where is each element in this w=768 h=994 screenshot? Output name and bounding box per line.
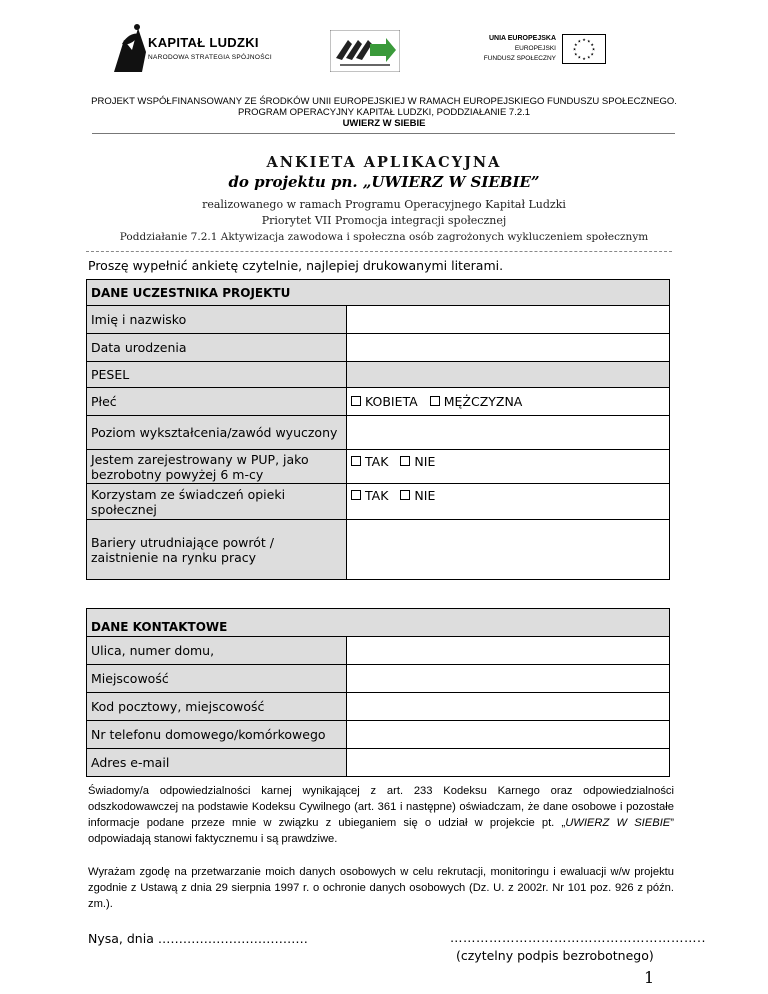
flag-star: ★ [577, 54, 582, 60]
flag-star: ★ [586, 54, 591, 60]
declaration-consent: Wyrażam zgodę na przetwarzanie moich danych osobowych w celu rekrutacji, monitoringu i ewaluacji w/w projektu zgodnie z Ustawą z dnia 29 sierpnia 1997 r. o ochronie danych osobowych (Dz. U. z 2002r. Nr 101 poz. 926 z późn. zm.). [88, 866, 674, 910]
flag-star: ★ [590, 51, 595, 57]
participant-header: DANE UCZESTNIKA PROJEKTU [87, 280, 670, 306]
declaration-truth-b: ” odpowiadają stanowi faktycznemu i są prawdziwe. [88, 817, 675, 845]
male-option[interactable] [430, 394, 523, 409]
flag-star: ★ [590, 41, 595, 47]
kl-title: KAPITAŁ LUDZKI [148, 35, 259, 50]
signature-line: ………………………………………………….. [450, 930, 706, 945]
email-field[interactable] [347, 749, 670, 777]
birth-date-label: Data urodzenia [87, 334, 347, 362]
declaration-truth [88, 783, 674, 847]
phone-field[interactable] [347, 721, 670, 749]
welfare-label: Korzystam ze świadczeń opieki społecznej [87, 484, 347, 520]
participant-table [86, 279, 670, 580]
female-option[interactable] [351, 394, 418, 409]
female-label: KOBIETA [365, 394, 418, 409]
pup-yes-label: TAK [365, 454, 389, 469]
project-logo [330, 30, 400, 72]
barriers-field[interactable] [347, 520, 670, 580]
sex-label: Płeć [87, 388, 347, 416]
signature-caption: (czytelny podpis bezrobotnego) [456, 948, 654, 963]
education-field[interactable] [347, 416, 670, 450]
priority-line: Priorytet VII Promocja integracji społecznej [261, 214, 507, 227]
declaration-project-name: UWIERZ W SIEBIE [565, 817, 671, 829]
subaction-line: Poddziałanie 7.2.1 Aktywizacja zawodowa i społeczna osób zagrożonych wykluczeniem społecznym [119, 231, 649, 243]
pup-no-label: NIE [414, 454, 436, 469]
form-subtitle: do projektu pn. „UWIERZ W SIEBIE” [228, 173, 540, 191]
birth-date-field[interactable] [347, 334, 670, 362]
flag-star: ★ [582, 37, 586, 42]
contact-header: DANE KONTAKTOWE [87, 609, 670, 637]
education-label: Poziom wykształcenia/zawód wyuczony [87, 416, 347, 450]
checkbox-icon [351, 490, 361, 500]
checkbox-icon [351, 456, 361, 466]
flag-star: ★ [582, 56, 586, 61]
pesel-field[interactable] [347, 362, 670, 388]
project-line-3: UWIERZ W SIEBIE [342, 118, 426, 129]
flag-star: ★ [577, 38, 582, 44]
declaration-truth-a: Świadomy/a odpowiedzialności karnej wynikającej z art. 233 Kodeksu Karnego oraz odpowiedzialności odszkodowawczej na podstawie Kodeksu Cywilnego (art. 361 i następne) oświadczam, że dane osobowe i pozostałe informacje podane przeze mnie w związku z ubieganiem się o udział w projekcie pt. „ [88, 785, 674, 829]
checkbox-icon [400, 490, 410, 500]
flag-star: ★ [586, 38, 591, 44]
kl-subtitle: NARODOWA STRATEGIA SPÓJNOŚCI [148, 54, 272, 61]
title-divider [86, 251, 672, 252]
flag-star: ★ [573, 41, 578, 47]
flag-star: ★ [572, 46, 577, 52]
postal-field[interactable] [347, 693, 670, 721]
checkbox-icon [400, 456, 410, 466]
project-line-1: PROJEKT WSPÓŁFINANSOWANY ZE ŚRODKÓW UNII EUROPEJSKIEJ W RAMACH EUROPEJSKIEGO FUNDUSZU SPOŁECZNEGO. [91, 96, 677, 107]
city-field[interactable] [347, 665, 670, 693]
email-label: Adres e-mail [87, 749, 347, 777]
eu-title: UNIA EUROPEJSKA [488, 35, 556, 42]
place-date: Nysa, dnia ……………………………… [88, 931, 308, 946]
welfare-yes-label: TAK [365, 488, 389, 503]
page-number: 1 [644, 968, 655, 987]
header-divider [92, 133, 675, 134]
welfare-options [347, 484, 670, 520]
name-label: Imię i nazwisko [87, 306, 347, 334]
checkbox-icon [351, 396, 361, 406]
pup-options [347, 450, 670, 484]
eu-caption [470, 34, 556, 64]
barriers-label: Bariery utrudniające powrót / zaistnienie na rynku pracy [87, 520, 347, 580]
checkbox-icon [430, 396, 440, 406]
pup-yes-option[interactable] [351, 454, 388, 469]
postal-label: Kod pocztowy, miejscowość [87, 693, 347, 721]
pesel-label: PESEL [87, 362, 347, 388]
pup-no-option[interactable] [400, 454, 435, 469]
welfare-yes-option[interactable] [351, 488, 388, 503]
project-line-2: PROGRAM OPERACYJNY KAPITAŁ LUDZKI, PODDZIAŁANIE 7.2.1 [237, 107, 531, 118]
flag-star: ★ [591, 46, 596, 52]
eu-line3: FUNDUSZ SPOŁECZNY [483, 55, 556, 62]
welfare-no-option[interactable] [400, 488, 435, 503]
street-field[interactable] [347, 637, 670, 665]
contact-table [86, 608, 670, 777]
name-field[interactable] [347, 306, 670, 334]
city-label: Miejscowość [87, 665, 347, 693]
welfare-no-label: NIE [414, 488, 436, 503]
pup-label: Jestem zarejestrowany w PUP, jako bezrobotny powyżej 6 m-cy [87, 450, 347, 484]
sex-options [347, 388, 670, 416]
eu-line2: EUROPEJSKI [514, 45, 556, 52]
form-title: ANKIETA APLIKACYJNA [266, 154, 502, 171]
phone-label: Nr telefonu domowego/komórkowego [87, 721, 347, 749]
eu-flag-icon [562, 34, 606, 64]
program-line: realizowanego w ramach Programu Operacyjnego Kapitał Ludzki [202, 198, 566, 211]
street-label: Ulica, numer domu, [87, 637, 347, 665]
flag-star: ★ [573, 51, 578, 57]
instruction-text: Proszę wypełnić ankietę czytelnie, najlepiej drukowanymi literami. [88, 258, 504, 273]
male-label: MĘŻCZYZNA [443, 394, 523, 409]
